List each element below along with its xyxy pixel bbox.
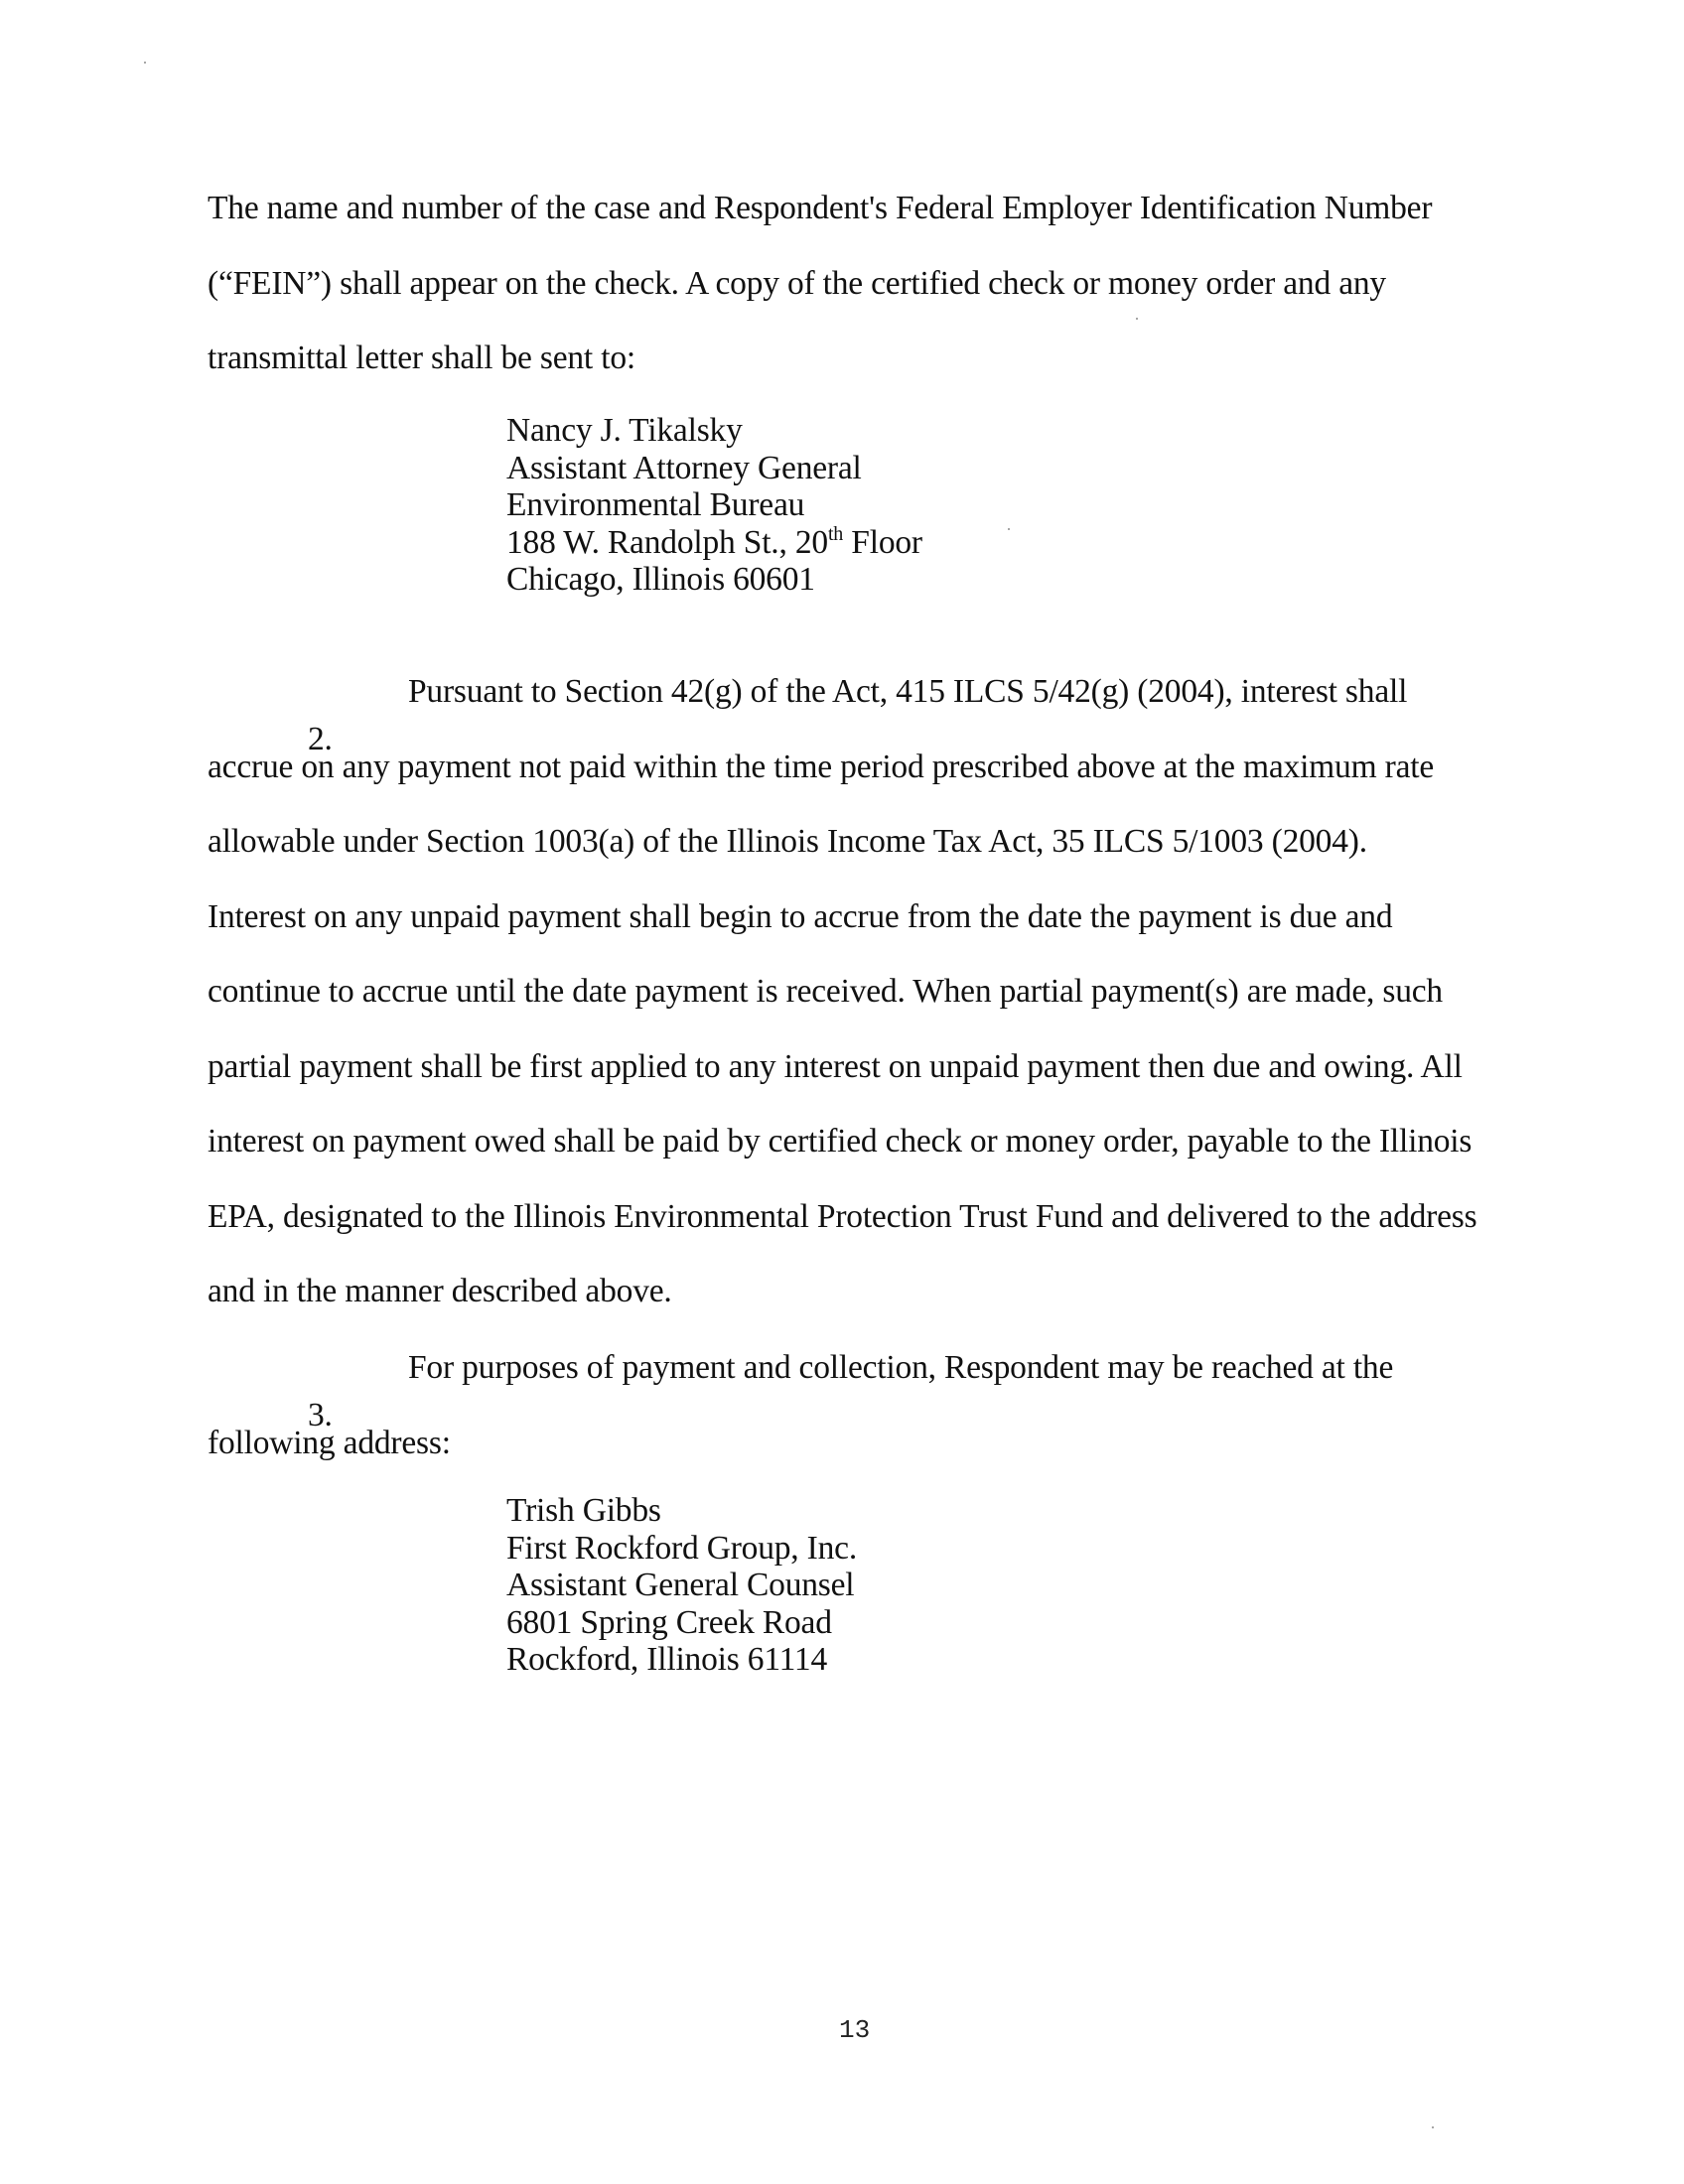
intro-line: The name and number of the case and Respondent's Federal Employer Identification Number xyxy=(208,190,1433,226)
paragraph-line: following address: xyxy=(208,1424,451,1461)
paragraph-text: For purposes of payment and collection, Respondent may be reached at the xyxy=(408,1349,1394,1386)
paragraph-line xyxy=(208,1330,1498,1433)
floor-ordinal-superscript: th xyxy=(827,522,844,545)
address-name: Nancy J. Tikalsky xyxy=(506,412,743,449)
respondent-address xyxy=(506,1492,857,1679)
address-company: First Rockford Group, Inc. xyxy=(506,1529,858,1567)
address-city: Chicago, Illinois 60601 xyxy=(506,561,815,598)
address-street: 6801 Spring Creek Road xyxy=(506,1603,832,1641)
paragraph-number: 3. xyxy=(308,1397,333,1433)
street-prefix: 188 W. Randolph St., 20 xyxy=(506,523,828,561)
paragraph-line: interest on payment owed shall be paid by certified check or money order, payable to the Illinois xyxy=(208,1123,1473,1160)
address-name: Trish Gibbs xyxy=(506,1492,661,1529)
intro-line: (“FEIN”) shall appear on the check. A copy of the certified check or money order and any xyxy=(208,264,1386,302)
paragraph-line: and in the manner described above. xyxy=(208,1273,672,1309)
paragraph-line: allowable under Section 1003(a) of the Illinois Income Tax Act, 35 ILCS 5/1003 (2004). xyxy=(208,823,1367,860)
address-title: Assistant General Counsel xyxy=(506,1567,855,1603)
intro-line: transmittal letter shall be sent to: xyxy=(208,340,635,376)
address-city: Rockford, Illinois 61114 xyxy=(506,1641,828,1678)
paragraph-2 xyxy=(208,654,1498,1329)
paragraph-3 xyxy=(208,1330,1498,1480)
page-number: 13 xyxy=(839,2015,871,2045)
intro-paragraph xyxy=(208,171,1498,396)
scan-speck xyxy=(144,62,146,64)
paragraph-line xyxy=(208,654,1498,757)
address-street xyxy=(506,524,922,562)
paragraph-line: EPA, designated to the Illinois Environmental Protection Trust Fund and delivered to the address xyxy=(208,1197,1477,1235)
scan-speck xyxy=(1008,528,1010,530)
paragraph-line: partial payment shall be first applied to any interest on unpaid payment then due and owing. All xyxy=(208,1047,1463,1085)
paragraph-text: Pursuant to Section 42(g) of the Act, 415 ILCS 5/42(g) (2004), interest shall xyxy=(408,673,1408,710)
paragraph-line: accrue on any payment not paid within the time period prescribed above at the maximum rate xyxy=(208,748,1435,785)
paragraph-number: 2. xyxy=(308,721,333,757)
attorney-general-address xyxy=(506,412,922,599)
address-title: Assistant Attorney General xyxy=(506,449,862,486)
street-suffix: Floor xyxy=(843,523,922,561)
paragraph-line: Interest on any unpaid payment shall begin to accrue from the date the payment is due and xyxy=(208,897,1393,935)
address-office: Environmental Bureau xyxy=(506,486,805,523)
paragraph-line: continue to accrue until the date payment is received. When partial payment(s) are made, such xyxy=(208,973,1443,1010)
scan-speck xyxy=(1432,2126,1434,2128)
